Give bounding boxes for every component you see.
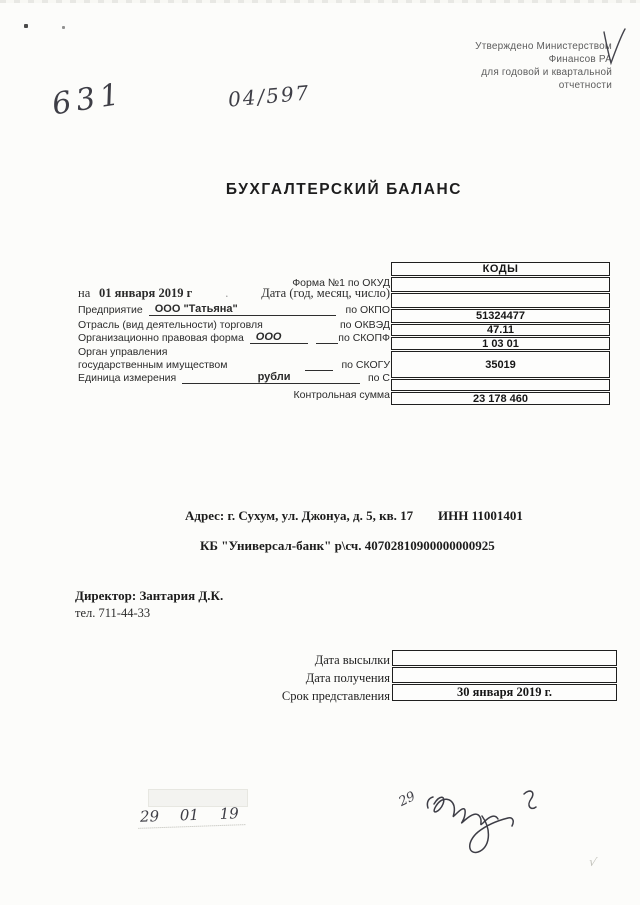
industry-label: Отрасль (вид деятельности) торговля	[78, 319, 263, 331]
inn-value: ИНН 11001401	[438, 508, 523, 523]
unit-value: рубли	[182, 371, 360, 384]
codes-skogu-cell: 35019	[391, 351, 610, 378]
codes-soei-cell	[391, 379, 610, 391]
skopf-label: по СКОПФ	[338, 332, 390, 344]
date-prefix: на	[78, 286, 91, 300]
handwritten-doc-number: 04/597	[227, 80, 312, 112]
approval-line: для годовой и квартальной	[481, 67, 612, 78]
codes-header: КОДЫ	[391, 262, 610, 276]
page-title: БУХГАЛТЕРСКИЙ БАЛАНС	[225, 181, 463, 198]
enterprise-label: Предприятие	[78, 304, 143, 316]
control-sum-label: Контрольная сумма	[293, 389, 390, 401]
signature-date: 29	[396, 789, 418, 810]
date-format-label: Дата (год, месяц, число)	[261, 286, 390, 300]
approval-stamp	[382, 40, 612, 92]
skogu-label: по СКОГУ	[341, 359, 390, 371]
approval-line: Финансов РА	[548, 54, 612, 65]
report-date	[78, 286, 192, 301]
approval-line: Утверждено Министерством	[475, 41, 612, 52]
bank-account-line: КБ "Универсал-банк" р\сч. 40702810900000000925	[200, 538, 495, 553]
gov-label-line2: государственным имуществом	[78, 359, 228, 371]
codes-okud-cell	[391, 277, 610, 292]
handwritten-date: 29 01 19	[138, 804, 245, 829]
approval-line: отчетности	[558, 80, 612, 91]
check-mark-icon	[598, 26, 632, 70]
codes-okpo-cell: 51324477	[391, 309, 610, 323]
okpo-label: по ОКПО	[345, 304, 390, 316]
deadline-cell: 30 января 2019 г.	[392, 684, 617, 701]
dates-table	[392, 650, 617, 701]
unit-label: Единица измерения	[78, 372, 177, 384]
codes-date-cell	[391, 293, 610, 308]
gov-label-line1: Орган управления	[78, 346, 168, 358]
report-date-value: 01 января 2019 г	[99, 286, 193, 300]
date-sent-label: Дата высылки	[314, 653, 390, 667]
separator-dot: .	[225, 286, 229, 300]
date-received-cell	[392, 667, 617, 683]
orgform-label: Организационно правовая форма	[78, 332, 244, 344]
scan-artifact-top-edge	[0, 0, 640, 3]
okved-label: по ОКВЭД	[339, 319, 390, 331]
address-line: Адрес: г. Сухум, ул. Джонуа, д. 5, кв. 17	[185, 508, 414, 523]
phone-line: тел. 711-44-33	[75, 606, 151, 620]
corner-pencil-mark: √	[587, 854, 599, 870]
handwritten-registration-number: 631	[49, 76, 127, 123]
pencil-speck	[62, 26, 65, 29]
deadline-label: Срок представления	[281, 689, 390, 703]
enterprise-value: ООО "Татьяна"	[149, 303, 336, 316]
pencil-speck	[24, 24, 28, 28]
codes-skopf-cell: 1 03 01	[391, 337, 610, 350]
codes-control-cell: 23 178 460	[391, 392, 610, 405]
codes-table	[391, 262, 610, 405]
signature	[420, 786, 550, 858]
okud-label: Форма №1 по ОКУД	[292, 277, 390, 289]
date-received-label: Дата получения	[305, 671, 390, 685]
codes-okved-cell: 47.11	[391, 324, 610, 336]
date-sent-cell	[392, 650, 617, 666]
director-line: Директор: Зантария Д.К.	[75, 588, 224, 603]
orgform-value: ООО	[250, 331, 308, 344]
soei-label: по С	[367, 372, 390, 384]
